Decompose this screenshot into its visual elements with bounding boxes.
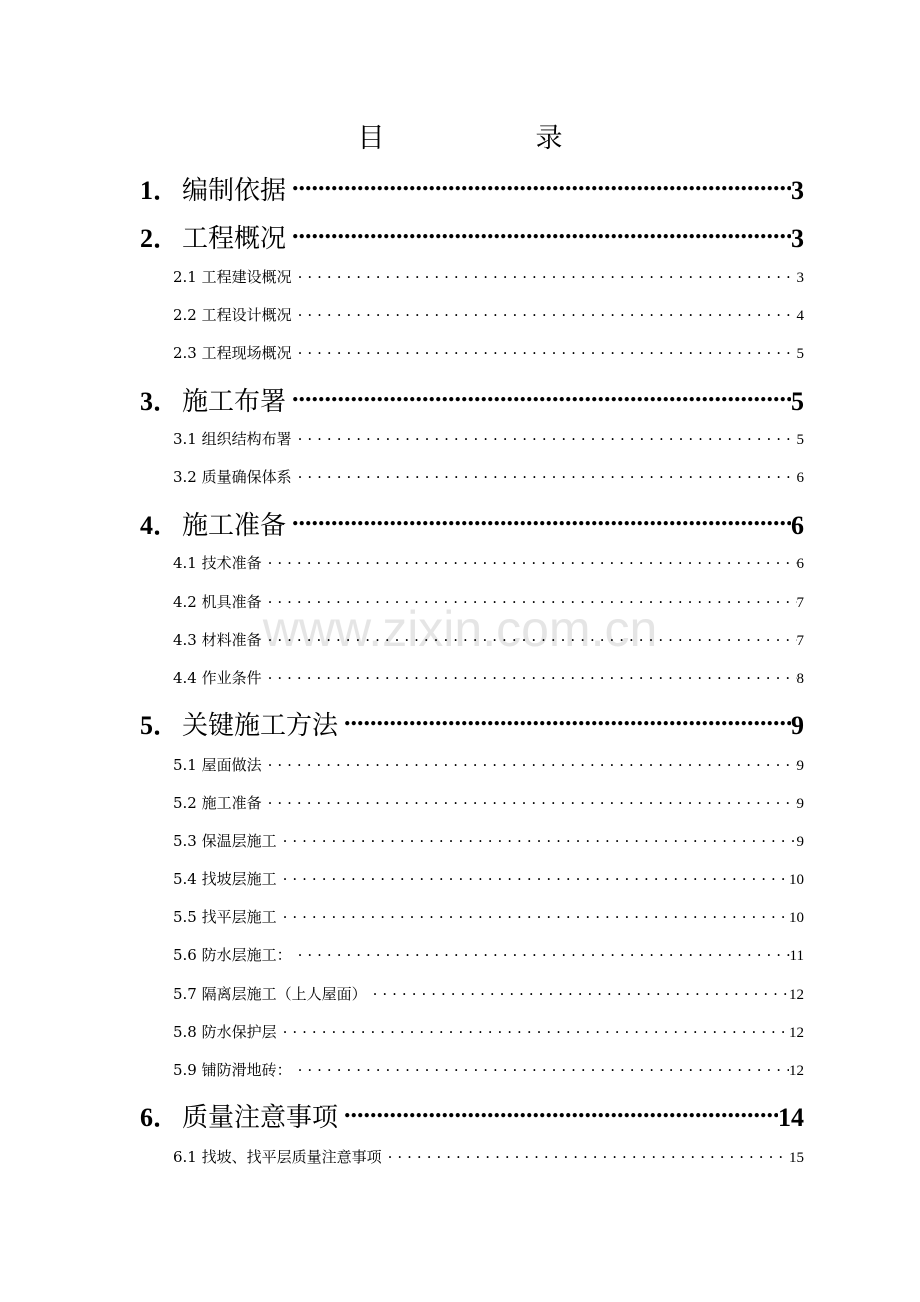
entry-number: 2． — [140, 224, 180, 253]
toc-section-entry[interactable] — [173, 591, 804, 612]
dot-leader — [268, 553, 797, 568]
entry-page-number: 12 — [789, 1025, 804, 1041]
dot-leader — [283, 907, 789, 922]
entry-label: 5.6 防水层施工： — [173, 946, 292, 964]
entry-page-number: 7 — [796, 595, 804, 611]
dot-leader — [283, 831, 797, 846]
dot-leader — [298, 267, 797, 282]
dot-leader — [388, 1147, 789, 1162]
dot-leader — [268, 793, 797, 808]
toc-section-entry[interactable] — [173, 1146, 804, 1167]
toc-section-entry[interactable] — [173, 906, 804, 927]
dot-leader — [298, 945, 790, 960]
dot-leader — [268, 630, 797, 645]
toc-section-entry[interactable] — [173, 552, 804, 573]
entry-label: 6.1 找坡、找平层质量注意事项 — [173, 1148, 382, 1166]
toc-chapter-entry[interactable] — [140, 705, 804, 742]
entry-label: 5.2 施工准备 — [173, 794, 262, 812]
entry-page-number: 5 — [796, 346, 804, 362]
dot-leader — [344, 708, 791, 734]
entry-label: 4.4 作业条件 — [173, 669, 262, 687]
entry-page-number: 10 — [789, 910, 804, 926]
entry-number: 1． — [140, 176, 180, 205]
toc-chapter-entry[interactable] — [140, 381, 804, 418]
entry-page-number: 3 — [791, 176, 804, 205]
toc-section-entry[interactable] — [173, 983, 804, 1004]
dot-leader — [283, 1022, 789, 1037]
entry-page-number: 6 — [796, 556, 804, 572]
entry-label: 关键施工方法 — [182, 711, 339, 741]
entry-number: 3． — [140, 387, 180, 416]
entry-page-number: 6 — [791, 511, 804, 540]
entry-number: 4． — [140, 511, 180, 540]
toc-section-entry[interactable] — [173, 868, 804, 889]
entry-page-number: 11 — [789, 948, 804, 964]
toc-section-entry[interactable] — [173, 1059, 804, 1080]
dot-leader — [283, 869, 789, 884]
toc-section-entry[interactable] — [173, 428, 804, 449]
toc-section-entry[interactable] — [173, 830, 804, 851]
entry-label: 5.7 隔离层施工（上人屋面） — [173, 985, 367, 1003]
entry-page-number: 6 — [796, 470, 804, 486]
entry-label: 5.5 找平层施工 — [173, 908, 277, 926]
dot-leader — [298, 305, 797, 320]
dot-leader — [268, 668, 797, 683]
entry-label: 2.3 工程现场概况 — [173, 344, 292, 362]
entry-label: 2.2 工程设计概况 — [173, 306, 292, 324]
entry-page-number: 10 — [789, 872, 804, 888]
entry-page-number: 9 — [791, 711, 804, 740]
dot-leader — [292, 384, 791, 410]
entry-label: 5.1 屋面做法 — [173, 756, 262, 774]
dot-leader — [268, 755, 797, 770]
toc-section-entry[interactable] — [173, 944, 804, 965]
toc-section-entry[interactable] — [173, 466, 804, 487]
entry-label: 3.2 质量确保体系 — [173, 468, 292, 486]
toc-title: 目 录 — [357, 123, 625, 154]
entry-label: 5.9 铺防滑地砖： — [173, 1061, 292, 1079]
toc-section-entry[interactable] — [173, 342, 804, 363]
toc-section-entry[interactable] — [173, 792, 804, 813]
entry-label: 工程概况 — [182, 224, 287, 254]
entry-label: 4.1 技术准备 — [173, 554, 262, 572]
dot-leader — [373, 984, 789, 999]
entry-page-number: 9 — [796, 796, 804, 812]
entry-page-number: 9 — [796, 758, 804, 774]
entry-page-number: 5 — [796, 432, 804, 448]
entry-page-number: 14 — [778, 1103, 804, 1132]
entry-label: 质量注意事项 — [182, 1103, 339, 1133]
entry-label: 3.1 组织结构布署 — [173, 430, 292, 448]
entry-page-number: 15 — [789, 1150, 804, 1166]
entry-page-number: 8 — [796, 671, 804, 687]
dot-leader — [268, 592, 797, 607]
dot-leader — [344, 1100, 778, 1126]
entry-label: 4.3 材料准备 — [173, 631, 262, 649]
entry-number: 5． — [140, 711, 180, 740]
dot-leader — [292, 508, 791, 534]
toc-chapter-entry[interactable] — [140, 218, 804, 255]
toc-section-entry[interactable] — [173, 629, 804, 650]
toc-chapter-entry[interactable] — [140, 170, 804, 207]
toc-section-entry[interactable] — [173, 754, 804, 775]
dot-leader — [292, 221, 791, 247]
dot-leader — [298, 429, 797, 444]
entry-page-number: 5 — [791, 387, 804, 416]
entry-page-number: 12 — [789, 1063, 804, 1079]
entry-number: 6． — [140, 1103, 180, 1132]
toc-section-entry[interactable] — [173, 304, 804, 325]
entry-label: 4.2 机具准备 — [173, 593, 262, 611]
entry-page-number: 9 — [796, 834, 804, 850]
entry-label: 编制依据 — [182, 176, 287, 206]
entry-label: 施工布署 — [182, 387, 287, 417]
toc-chapter-entry[interactable] — [140, 505, 804, 542]
entry-page-number: 7 — [796, 633, 804, 649]
dot-leader — [292, 173, 791, 199]
entry-label: 2.1 工程建设概况 — [173, 268, 292, 286]
entry-page-number: 3 — [791, 224, 804, 253]
dot-leader — [298, 1060, 789, 1075]
watermark: www.zixin.com.cn — [262, 601, 658, 657]
entry-label: 施工准备 — [182, 511, 287, 541]
toc-section-entry[interactable] — [173, 266, 804, 287]
entry-label: 5.3 保温层施工 — [173, 832, 277, 850]
toc-section-entry[interactable] — [173, 667, 804, 688]
dot-leader — [298, 467, 797, 482]
toc-chapter-entry[interactable] — [140, 1097, 804, 1134]
dot-leader — [298, 343, 797, 358]
entry-page-number: 3 — [796, 270, 804, 286]
toc-section-entry[interactable] — [173, 1021, 804, 1042]
entry-page-number: 12 — [789, 987, 804, 1003]
entry-page-number: 4 — [796, 308, 804, 324]
entry-label: 5.8 防水保护层 — [173, 1023, 277, 1041]
entry-label: 5.4 找坡层施工 — [173, 870, 277, 888]
